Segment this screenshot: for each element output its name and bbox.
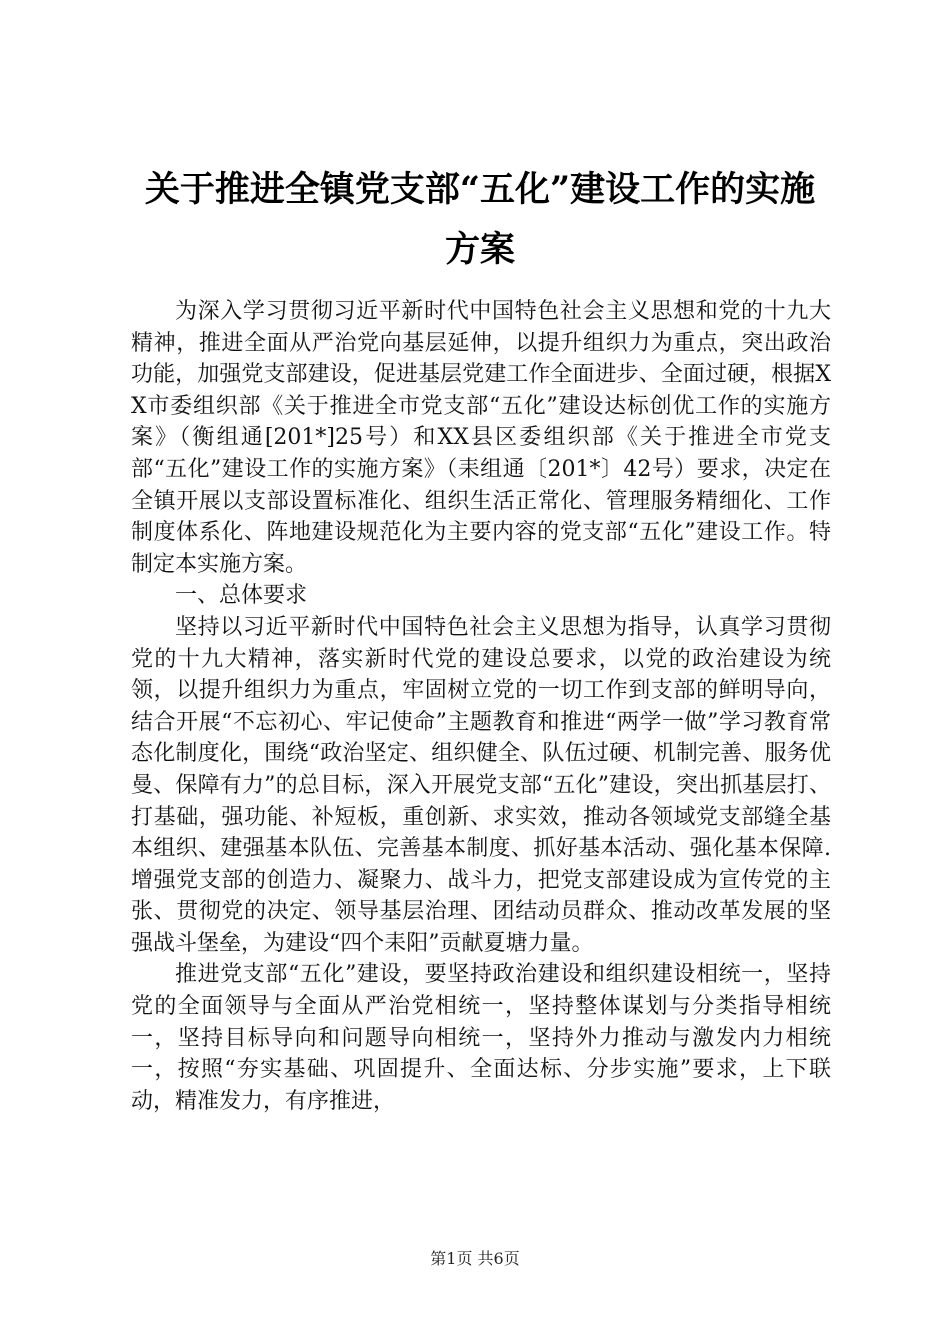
paragraph-intro: 为深入学习贯彻习近平新时代中国特色社会主义思想和党的十九大精神，推进全面从严治党向基层延伸，以提升组织力为重点，突出政治功能，加强党支部建设，促进基层党建工作全面进步、全面过硬，根据XX市委组织部《关于推进全市党支部“五化”建设达标创优工作的实施方案》（衡组通[201*]25号）和XX县区委组织部《关于推进全市党支部“五化”建设工作的实施方案》（耒组通〔201*〕42号）要求，决定在全镇开展以支部设置标准化、组织生活正常化、管理服务精细化、工作制度体系化、阵地建设规范化为主要内容的党支部“五化”建设工作。特制定本实施方案。 — [131, 299, 831, 577]
paragraph-guiding-principle: 坚持以习近平新时代中国特色社会主义思想为指导，认真学习贯彻党的十九大精神，落实新时代党的建设总要求，以党的政治建设为统领，以提升组织力为重点，牢固树立党的一切工作到支部的鲜明导向，结合开展“不忘初心、牢记使命”主题教育和推进“两学一做”学习教育常态化制度化，围绕“政治坚定、组织健全、队伍过硬、机制完善、服务优曼、保障有力”的总目标，深入开展党支部“五化”建设，突出抓基层打、打基础，强功能、补短板，重创新、求实效，推动各领域党支部缝全基本组织、建强基本队伍、完善基本制度、抓好基本活动、强化基本保障.增强党支部的创造力、凝聚力、战斗力，把党支部建设成为宣传党的主张、贯彻党的决定、领导基层治理、团结动员群众、推动改革发展的坚强战斗堡垒，为建设“四个耒阳”贡献夏塘力量。 — [131, 614, 831, 956]
title-line-1: 关于推进全镇党支部“五化”建设工作的实施 — [144, 169, 816, 210]
section-heading-general-requirements: 一、总体要求 — [175, 583, 308, 609]
document-body — [131, 296, 831, 1117]
paragraph-promotion-approach: 推进党支部“五化”建设，要坚持政治建设和组织建设相统一，坚持党的全面领导与全面从严治党相统一，坚持整体谋划与分类指导相统一，坚持目标导向和问题导向相统一，坚持外力推动与激发内力相统一，按照“夯实基础、巩固提升、全面达标、分步实施”要求，上下联动，精准发力，有序推进， — [131, 962, 831, 1114]
page-footer: 第1页 共6页 — [430, 1249, 520, 1268]
document-title — [100, 160, 860, 280]
title-line-2: 方案 — [444, 229, 515, 270]
